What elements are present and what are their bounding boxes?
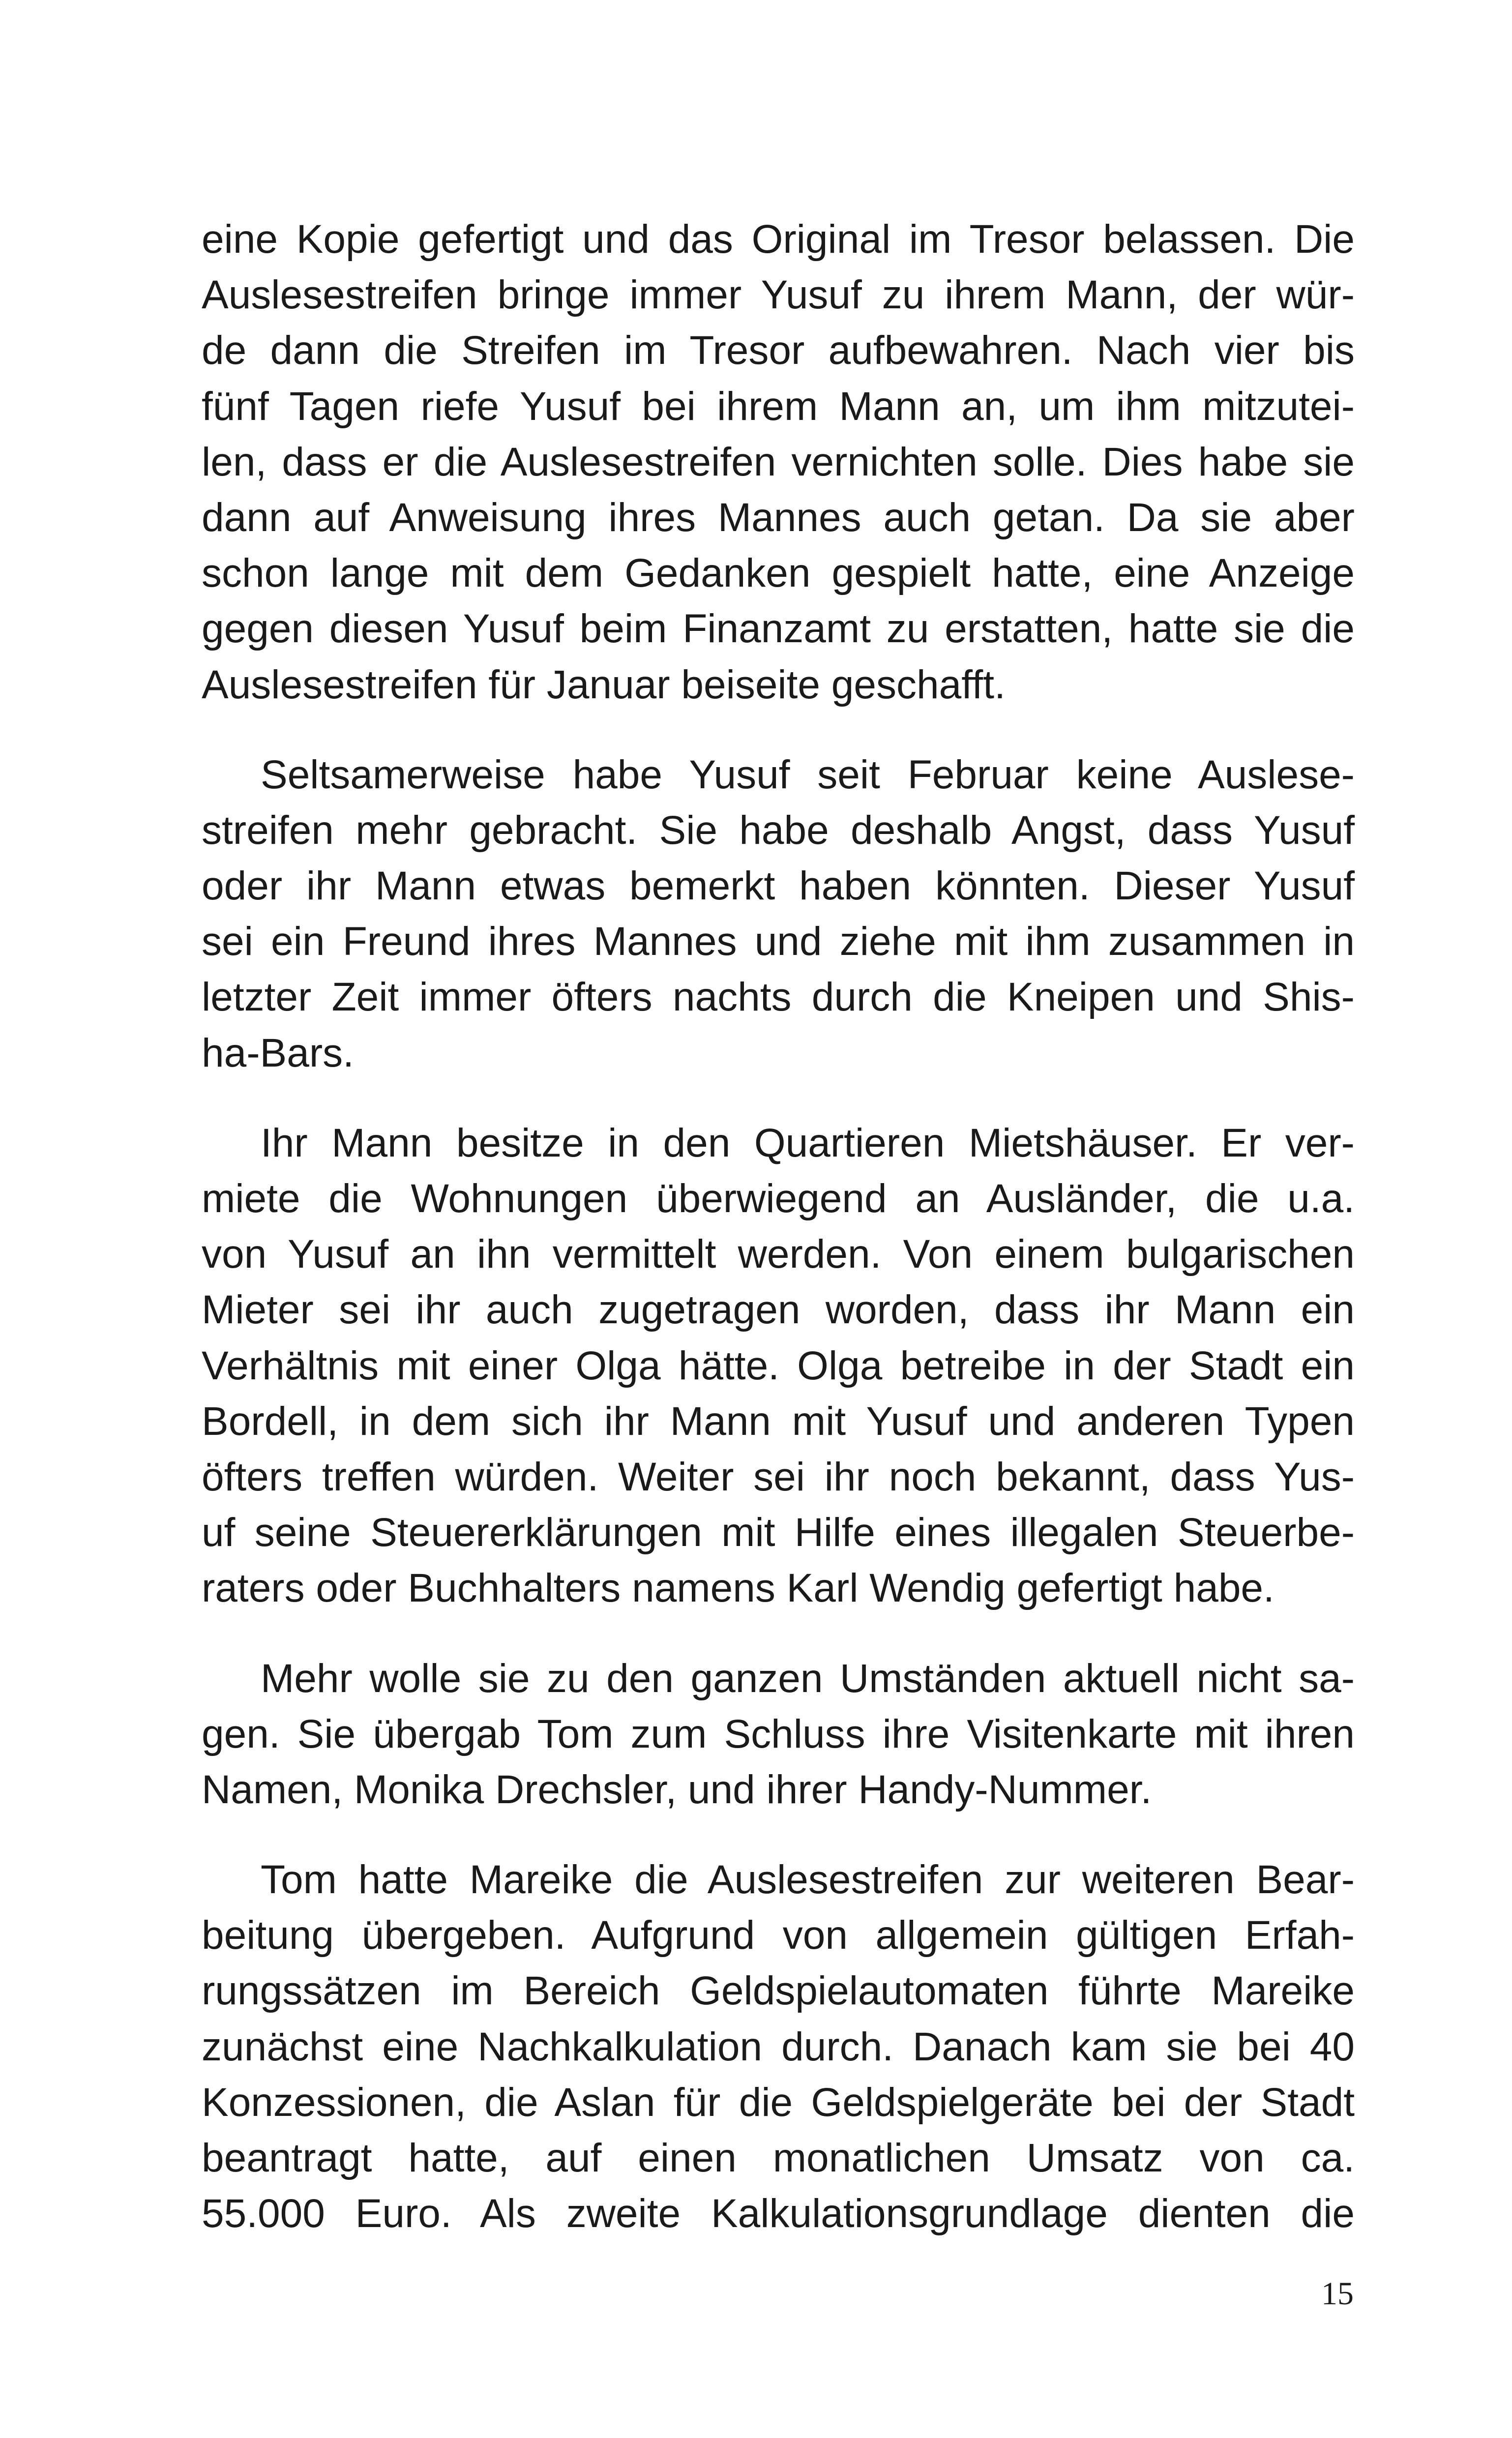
text-line: letzter Zeit immer öfters nachts durch die Kneipen und Shis-: [202, 975, 1355, 1020]
text-line: von Yusuf an ihn vermittelt werden. Von einem bulgarischen: [202, 1232, 1355, 1277]
text-line: raters oder Buchhalters namens Karl Wendig gefertigt habe.: [202, 1566, 1275, 1611]
paragraph-3: [202, 1115, 1355, 1616]
text-line: Tom hatte Mareike die Auslesestreifen zur weiteren Bear-: [261, 1857, 1355, 1903]
text-line: beantragt hatte, auf einen monatlichen Umsatz von ca.: [202, 2136, 1355, 2180]
text-line: Auslesestreifen bringe immer Yusuf zu ihrem Mann, der wür-: [202, 272, 1355, 318]
text-line: Verhältnis mit einer Olga hätte. Olga betreibe in der Stadt ein: [202, 1343, 1355, 1388]
text-line: oder ihr Mann etwas bemerkt haben könnten. Dieser Yusuf: [202, 863, 1355, 909]
text-line: Mehr wolle sie zu den ganzen Umständen aktuell nicht sa-: [261, 1656, 1355, 1701]
text-line: gegen diesen Yusuf beim Finanzamt zu erstatten, hatte sie die: [202, 606, 1355, 652]
text-line: Auslesestreifen für Januar beiseite geschafft.: [202, 662, 1006, 707]
paragraph-2: [202, 747, 1355, 1081]
text-line: Namen, Monika Drechsler, und ihrer Handy-Nummer.: [202, 1767, 1152, 1812]
text-line: Konzessionen, die Aslan für die Geldspielgeräte bei der Stadt: [202, 2080, 1355, 2125]
text-line: öfters treffen würden. Weiter sei ihr noch bekannt, dass Yus-: [202, 1454, 1355, 1499]
paragraph-1: [202, 211, 1355, 713]
text-line: schon lange mit dem Gedanken gespielt hatte, eine Anzeige: [202, 551, 1355, 596]
paragraph-5: [202, 1852, 1355, 2241]
text-line: de dann die Streifen im Tresor aufbewahren. Nach vier bis: [202, 328, 1355, 373]
text-line: beitung übergeben. Aufgrund von allgemein gültigen Erfah-: [202, 1913, 1355, 1958]
text-line: Seltsamerweise habe Yusuf seit Februar keine Auslese-: [261, 752, 1355, 797]
text-line: streifen mehr gebracht. Sie habe deshalb Angst, dass Yusuf: [202, 807, 1355, 853]
text-line: uf seine Steuererklärungen mit Hilfe eines illegalen Steuerbe-: [202, 1510, 1355, 1555]
text-line: miete die Wohnungen überwiegend an Ausländer, die u.a.: [202, 1176, 1355, 1221]
text-line: 55.000 Euro. Als zweite Kalkulationsgrundlage dienten die: [202, 2191, 1355, 2236]
text-line: len, dass er die Auslesestreifen vernichten solle. Dies habe sie: [202, 439, 1355, 484]
page-number: 15: [1321, 2276, 1354, 2312]
book-page-text: [202, 211, 1355, 2276]
text-line: ha-Bars.: [202, 1030, 354, 1075]
paragraph-4: [202, 1651, 1355, 1818]
text-line: Ihr Mann besitze in den Quartieren Mietshäuser. Er ver-: [261, 1120, 1355, 1165]
text-line: Mieter sei ihr auch zugetragen worden, dass ihr Mann ein: [202, 1287, 1355, 1333]
text-line: dann auf Anweisung ihres Mannes auch getan. Da sie aber: [202, 495, 1355, 540]
text-line: rungssätzen im Bereich Geldspielautomaten führte Mareike: [202, 1968, 1355, 2014]
text-line: eine Kopie gefertigt und das Original im Tresor belassen. Die: [202, 217, 1355, 262]
text-line: sei ein Freund ihres Mannes und ziehe mit ihm zusammen in: [202, 919, 1355, 964]
text-line: gen. Sie übergab Tom zum Schluss ihre Visitenkarte mit ihren: [202, 1711, 1355, 1756]
text-line: zunächst eine Nachkalkulation durch. Danach kam sie bei 40: [202, 2024, 1355, 2069]
text-line: fünf Tagen riefe Yusuf bei ihrem Mann an, um ihm mitzutei-: [202, 384, 1355, 429]
text-line: Bordell, in dem sich ihr Mann mit Yusuf und anderen Typen: [202, 1398, 1355, 1444]
